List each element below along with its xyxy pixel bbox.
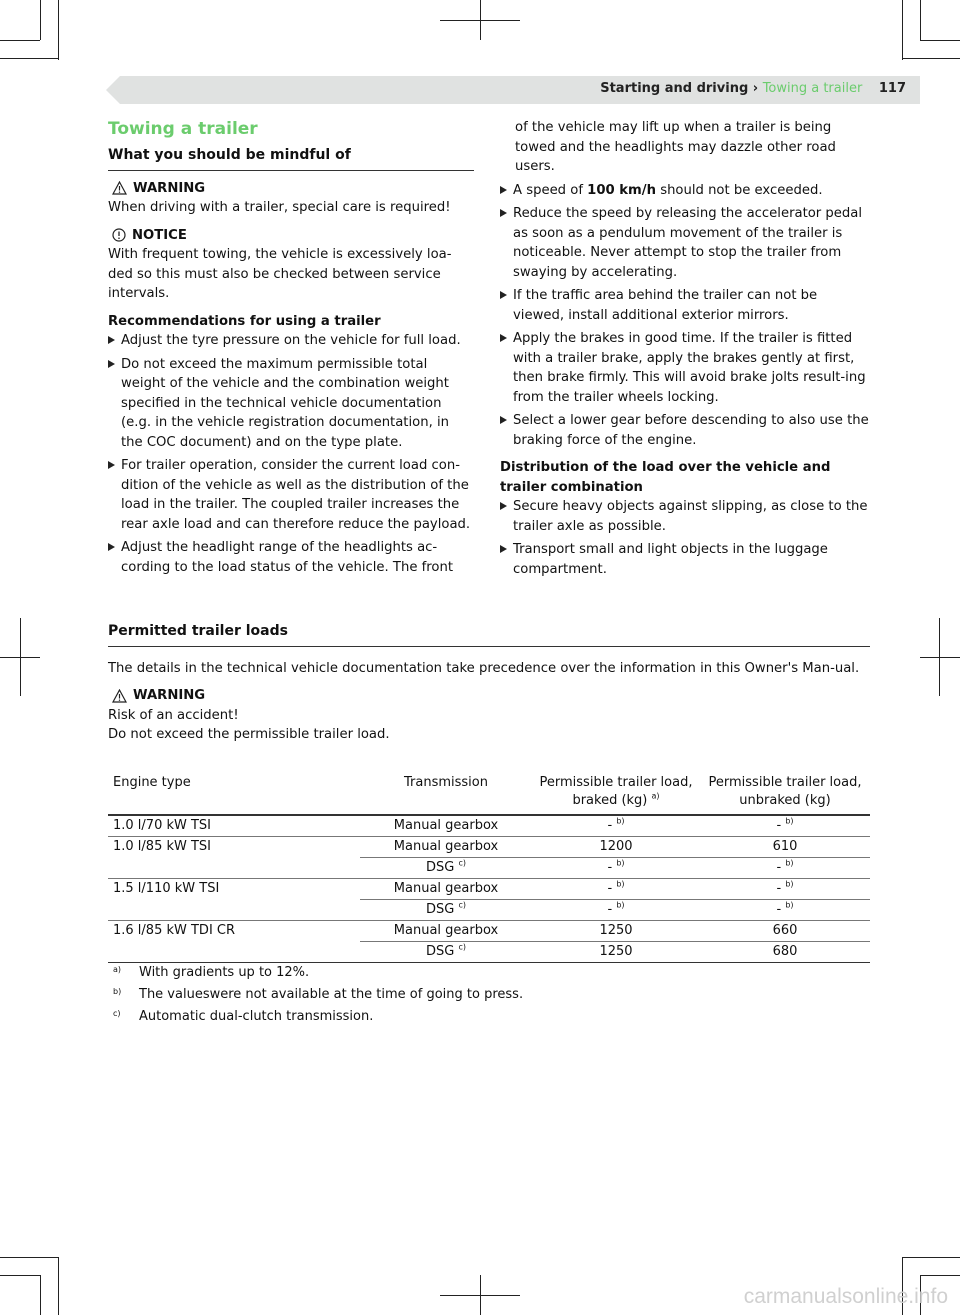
arrow-bullet-icon [108,360,115,368]
trailer-loads-table [108,770,870,1027]
list-item: Adjust the tyre pressure on the vehicle for full load. [108,331,474,351]
table-cell: 1250 [532,921,700,942]
crop-mark [40,1275,41,1315]
table-cell: Manual gearbox [360,921,532,942]
subsection-heading: Permitted trailer loads [108,622,870,647]
crop-mark [0,1257,58,1258]
crop-mark [20,618,21,696]
column-header: Permissible trailer load, unbraked (kg) [700,770,870,815]
column-header: Permissible trailer load, braked (kg) $^{a)}$ [532,770,700,815]
warning-label: WARNING [133,688,206,703]
list-item: Secure heavy objects against slipping, as close to the trailer axle as possible. [500,497,870,536]
table-row [108,921,870,942]
crop-mark [58,0,59,60]
recommendations-heading: Recommendations for using a trailer [108,313,381,329]
subsection-heading: What you should be mindful of [108,146,474,171]
trailer-loads-section [108,622,870,745]
table-cell: - $^{b)}$ [532,815,700,837]
notice-text: With frequent towing, the vehicle is excessively loa-ded so this must also be checked between service intervals. [108,247,452,301]
crop-mark [920,0,921,40]
table-cell: - $^{b)}$ [532,879,700,900]
list-item: Do not exceed the maximum permissible total weight of the vehicle and the combination weight specified in the technical vehicle documentation (e.g. in the vehicle registration documentation, in the COC document) and on the type plate. [108,355,474,453]
table-cell: DSG $^{c)}$ [360,900,532,921]
arrow-bullet-icon [108,543,115,551]
arrow-bullet-icon [500,209,507,217]
arrow-bullet-icon [108,461,115,469]
list-item: If the traffic area behind the trailer can not be viewed, install additional exterior mirrors. [500,286,870,325]
arrow-bullet-icon [500,545,507,553]
recommendations-list [108,331,474,577]
table-cell: - $^{b)}$ [532,858,700,879]
driving-tips-list [500,181,870,451]
crop-mark [920,1275,960,1276]
list-item: Select a lower gear before descending to also use the braking force of the engine. [500,411,870,450]
list-item: A speed of 100 km/h should not be exceeded. [500,181,870,201]
crop-mark [939,618,940,696]
intro-text: The details in the technical vehicle documentation take precedence over the information in this Owner's Man-ual. [108,660,860,676]
table-cell: 1.5 l/110 kW TSI [108,879,360,921]
table-cell: 660 [700,921,870,942]
warning-box [108,179,474,218]
column-header: Transmission [360,770,532,815]
table-cell: DSG $^{c)}$ [360,858,532,879]
crop-mark [920,657,960,658]
crop-mark [920,40,960,41]
table-cell: 1250 [532,942,700,963]
warning-label: WARNING [133,180,206,196]
arrow-bullet-icon [500,334,507,342]
table-cell: 1.6 l/85 kW TDI CR [108,921,360,963]
table-cell: - $^{b)}$ [700,879,870,900]
right-column [500,118,870,587]
crop-mark [0,40,40,41]
section-title: Towing a trailer [108,119,258,139]
running-header [600,81,906,96]
table-cell: Manual gearbox [360,879,532,900]
warning-text: Do not exceed the permissible trailer load. [108,727,390,742]
table-row [108,837,870,858]
warning-icon [112,689,127,703]
breadcrumb-current[interactable]: Towing a trailer [762,81,863,96]
column-header: Engine type [108,770,360,815]
list-item: For trailer operation, consider the current load con-dition of the vehicle as well as the distribution of the load in the trailer. The coupled trailer increases the rear axle load and can therefore reduce the payload. [108,456,474,534]
table-footnotes [108,963,870,1028]
left-column [108,118,474,585]
table-cell: Manual gearbox [360,815,532,837]
table-cell: DSG $^{c)}$ [360,942,532,963]
warning-icon [112,181,127,195]
table-cell: 610 [700,837,870,858]
page-number: 117 [878,81,906,96]
speed-limit: 100 km/h [587,182,656,198]
crop-mark [480,0,481,40]
table-row [108,879,870,900]
list-item: Adjust the headlight range of the headlights ac-cording to the load status of the vehicle. The front [108,538,474,577]
table-cell: - $^{b)}$ [700,858,870,879]
crop-mark [902,0,903,60]
crop-mark [902,58,960,59]
table-cell: Manual gearbox [360,837,532,858]
footnote: a) With gradients up to 12%. [113,965,310,980]
crop-mark [480,1275,481,1315]
distribution-list [500,497,870,579]
crop-mark [0,58,58,59]
arrow-bullet-icon [500,502,507,510]
table-cell: 1200 [532,837,700,858]
warning-box [108,686,870,745]
list-item: Reduce the speed by releasing the accelerator pedal as soon as a pendulum movement of the trailer is noticeable. Never attempt to stop the trailer from swaying by accelerating. [500,204,870,282]
list-item: Apply the brakes in good time. If the trailer is fitted with a trailer brake, apply the brakes gently at first, then brake firmly. This will avoid brake jolts result-ing from the trailer wheels locking. [500,329,870,407]
notice-icon [112,228,126,242]
crop-mark [902,1257,960,1258]
arrow-bullet-icon [500,186,507,194]
notice-label: NOTICE [132,227,187,243]
list-item: Transport small and light objects in the luggage compartment. [500,540,870,579]
arrow-bullet-icon [500,291,507,299]
table-cell: 1.0 l/70 kW TSI [108,815,360,837]
breadcrumb-section[interactable]: Starting and driving › [600,81,759,96]
arrow-bullet-icon [108,336,115,344]
notice-box [108,226,474,304]
footnote: b) The valueswere not available at the time of going to press. [113,987,524,1002]
crop-mark [0,1275,40,1276]
warning-text: Risk of an accident! [108,707,239,723]
crop-mark [58,1257,59,1315]
table-row [108,815,870,837]
arrow-bullet-icon [500,416,507,424]
distribution-heading: Distribution of the load over the vehicle and trailer combination [500,460,831,495]
table-cell: 1.0 l/85 kW TSI [108,837,360,879]
table-cell: - $^{b)}$ [700,900,870,921]
warning-text: When driving with a trailer, special care is required! [108,200,451,215]
footnote: c) Automatic dual-clutch transmission. [113,1009,374,1024]
table-cell: - $^{b)}$ [532,900,700,921]
crop-mark [40,0,41,40]
table-cell: 680 [700,942,870,963]
table-cell: - $^{b)}$ [700,815,870,837]
watermark: carmanualsonline.info [743,1285,948,1308]
list-continuation: of the vehicle may lift up when a trailer is being towed and the headlights may dazzle other road users. [515,120,836,174]
table-footnotes-row [108,963,870,1028]
